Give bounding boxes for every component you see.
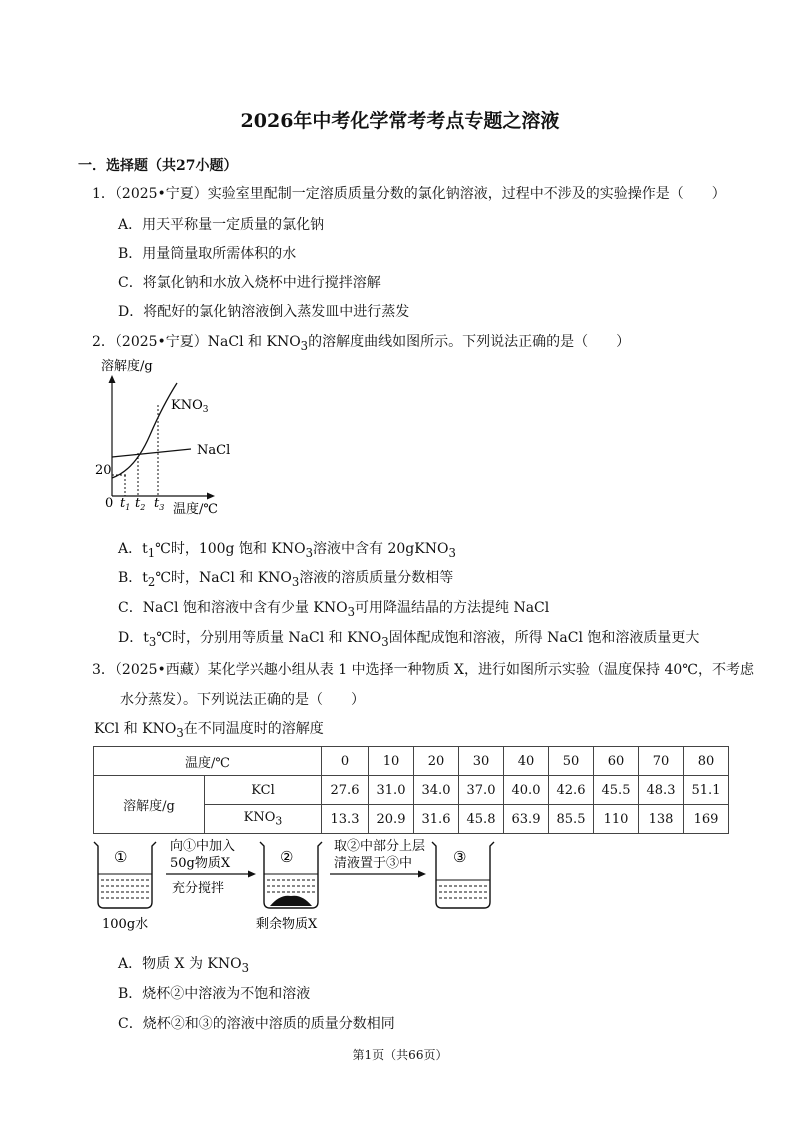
table-cell: 13.3 — [322, 805, 369, 834]
table-cell: 85.5 — [549, 805, 594, 834]
table-cell: 70 — [639, 747, 684, 776]
beaker-2 — [260, 842, 322, 908]
table-cell: 42.6 — [549, 776, 594, 805]
row-label-kno3: $KNO_3$ — [205, 805, 322, 834]
x-axis-arrow — [207, 493, 215, 500]
table-cell: 60 — [594, 747, 639, 776]
beaker-1 — [94, 842, 156, 908]
solubility-group-label: 溶解度/g — [94, 776, 205, 834]
beaker-1-label: ① — [114, 848, 128, 866]
table-cell: 30 — [459, 747, 504, 776]
t3-label: $t_3$ — [154, 496, 165, 512]
beaker-2-label: ② — [280, 848, 294, 866]
table-cell: 34.0 — [414, 776, 459, 805]
table-cell: 138 — [639, 805, 684, 834]
t2-label: $t_2$ — [135, 496, 146, 512]
arrow2-text-1: 取②中部分上层 — [334, 839, 426, 854]
table-cell: 45.5 — [594, 776, 639, 805]
q1-option-b: B．用量筒量取所需体积的水 — [118, 246, 297, 262]
table-cell: 27.6 — [322, 776, 369, 805]
y-axis-arrow — [109, 375, 116, 383]
table-cell: 0 — [322, 747, 369, 776]
page-number: 第1页（共66页） — [352, 1048, 448, 1062]
arrow-2-head — [418, 871, 426, 878]
arrow1-text-3: 充分搅拌 — [172, 881, 225, 896]
table-row — [94, 747, 729, 776]
q2-option-c: C．NaCl 饱和溶液中含有少量 $KNO_3$可用降温结晶的方法提纯 NaCl — [118, 600, 550, 619]
table-cell: 45.8 — [459, 805, 504, 834]
table-cell: 37.0 — [459, 776, 504, 805]
nacl-label: NaCl — [197, 443, 231, 458]
solubility-curve-chart — [95, 350, 245, 520]
section-heading: 一．选择题（共27小题） — [78, 158, 238, 174]
table-cell: 63.9 — [504, 805, 549, 834]
temp-header: 温度/℃ — [94, 747, 322, 776]
q3-option-b: B．烧杯②中溶液为不饱和溶液 — [118, 986, 311, 1002]
table-cell: 48.3 — [639, 776, 684, 805]
table-cell: 31.0 — [369, 776, 414, 805]
table-cell: 40 — [504, 747, 549, 776]
t1-label: $t_1$ — [120, 496, 131, 512]
arrow2-text-2: 清液置于③中 — [334, 856, 413, 871]
q1-option-d: D．将配好的氯化钠溶液倒入蒸发皿中进行蒸发 — [118, 304, 410, 320]
chart-y-label: 溶解度/g — [101, 359, 153, 374]
q2-option-b: B．$t_2℃$时，NaCl 和 $KNO_3$溶液的溶质质量分数相等 — [118, 570, 454, 589]
arrow1-text-1: 向①中加入 — [170, 839, 236, 854]
page-title: 2026年中考化学常考考点专题之溶液 — [240, 110, 560, 132]
table-row — [94, 776, 729, 805]
table-cell: 51.1 — [684, 776, 729, 805]
nacl-curve — [112, 449, 191, 457]
chart-x-label: 温度/℃ — [173, 502, 218, 517]
residue-solid — [270, 896, 312, 906]
table-cell: 20 — [414, 747, 459, 776]
table-cell: 10 — [369, 747, 414, 776]
q2-stem: 2．（2025•宁夏）NaCl 和 $KNO_3$的溶解度曲线如图所示。下列说法正确的是（ ） — [92, 334, 631, 353]
water-label: 100g水 — [102, 917, 149, 932]
q2-option-d: D．$t_3℃$时，分别用等质量 NaCl 和 $KNO_3$固体配成饱和溶液，所得 NaCl 饱和溶液质量更大 — [118, 630, 700, 649]
q3-option-c: C．烧杯②和③的溶液中溶质的质量分数相同 — [118, 1016, 395, 1032]
row-label-kcl: KCl — [205, 776, 322, 805]
table-cell: 50 — [549, 747, 594, 776]
table-cell: 169 — [684, 805, 729, 834]
origin-label: 0 — [105, 496, 114, 511]
q3-option-a: A．物质 X 为 $KNO_3$ — [118, 956, 250, 975]
residue-label: 剩余物质X — [256, 917, 318, 932]
table-cell: 110 — [594, 805, 639, 834]
kno3-label: $KNO_3$ — [171, 398, 209, 415]
q1-stem: 1．（2025•宁夏）实验室里配制一定溶质质量分数的氯化钠溶液，过程中不涉及的实验操作是（ ） — [92, 186, 726, 202]
q2-option-a: A．$t_1℃$时，100g 饱和 $KNO_3$溶液中含有 20gKNO$_3$ — [118, 541, 456, 560]
arrow1-text-2: 50g物质X — [170, 856, 231, 871]
arrow-1-head — [248, 871, 256, 878]
experiment-diagram — [90, 836, 510, 936]
table-caption: KCl 和 $KNO_3$在不同温度时的溶解度 — [94, 721, 324, 740]
table-cell: 20.9 — [369, 805, 414, 834]
table-cell: 40.0 — [504, 776, 549, 805]
q3-stem-line1: 3．（2025•西藏）某化学兴趣小组从表 1 中选择一种物质 X，进行如图所示实验（温度保持 40℃，不考虑 — [92, 662, 754, 678]
solubility-table — [93, 746, 729, 834]
beaker-3-label: ③ — [453, 848, 467, 866]
kno3-curve — [112, 383, 177, 478]
beaker-3 — [432, 842, 494, 908]
q3-stem-line2: 水分蒸发）。下列说法正确的是（ ） — [120, 692, 365, 708]
y-tick-20: 20 — [95, 463, 112, 478]
q1-option-a: A．用天平称量一定质量的氯化钠 — [118, 217, 325, 233]
q1-option-c: C．将氯化钠和水放入烧杯中进行搅拌溶解 — [118, 275, 381, 291]
table-cell: 80 — [684, 747, 729, 776]
table-cell: 31.6 — [414, 805, 459, 834]
